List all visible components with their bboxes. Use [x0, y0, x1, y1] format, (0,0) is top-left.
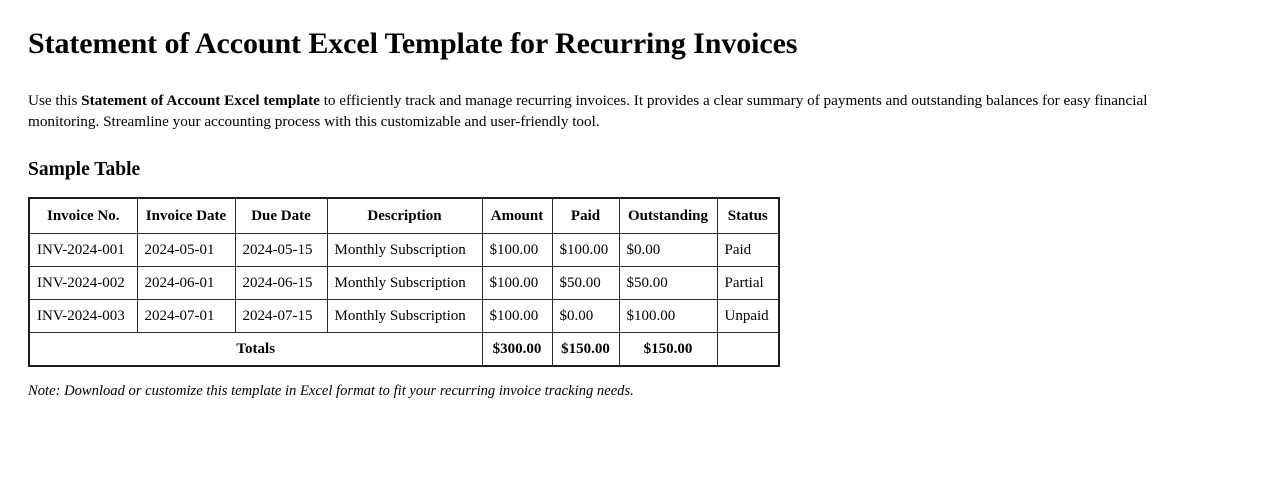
cell-due-date: 2024-05-15 [235, 234, 327, 267]
cell-totals-paid: $150.00 [552, 333, 619, 367]
cell-paid: $100.00 [552, 234, 619, 267]
column-header-due-date: Due Date [235, 198, 327, 234]
column-header-paid: Paid [552, 198, 619, 234]
cell-outstanding: $50.00 [619, 267, 717, 300]
cell-invoice-no: INV-2024-002 [29, 267, 137, 300]
cell-amount: $100.00 [482, 267, 552, 300]
table-row [29, 300, 779, 333]
cell-totals-outstanding: $150.00 [619, 333, 717, 367]
footer-note: Note: Download or customize this template in Excel format to fit your recurring invoice tracking needs. [28, 383, 634, 400]
section-title: Sample Table [28, 158, 141, 180]
cell-invoice-date: 2024-05-01 [137, 234, 235, 267]
column-header-invoice-date: Invoice Date [137, 198, 235, 234]
cell-totals-label: Totals [29, 333, 482, 367]
cell-outstanding: $0.00 [619, 234, 717, 267]
column-header-description: Description [327, 198, 482, 234]
intro-paragraph [28, 91, 1213, 131]
intro-text-after: to efficiently track and manage recurring invoices. It provides a clear summary of payments and outstanding balances for easy financial monitoring. Streamline your accounting process with this customizable and user-friendly tool. [28, 92, 1148, 130]
cell-invoice-date: 2024-07-01 [137, 300, 235, 333]
table-totals-row [29, 333, 779, 367]
cell-amount: $100.00 [482, 234, 552, 267]
cell-description: Monthly Subscription [327, 267, 482, 300]
intro-text-before: Use this [28, 92, 82, 110]
column-header-amount: Amount [482, 198, 552, 234]
cell-due-date: 2024-07-15 [235, 300, 327, 333]
cell-invoice-no: INV-2024-003 [29, 300, 137, 333]
column-header-status: Status [717, 198, 779, 234]
table-row [29, 267, 779, 300]
cell-description: Monthly Subscription [327, 300, 482, 333]
cell-due-date: 2024-06-15 [235, 267, 327, 300]
cell-totals-amount: $300.00 [482, 333, 552, 367]
cell-paid: $50.00 [552, 267, 619, 300]
cell-status: Partial [717, 267, 779, 300]
cell-paid: $0.00 [552, 300, 619, 333]
column-header-outstanding: Outstanding [619, 198, 717, 234]
cell-invoice-date: 2024-06-01 [137, 267, 235, 300]
cell-status: Unpaid [717, 300, 779, 333]
cell-invoice-no: INV-2024-001 [29, 234, 137, 267]
cell-status: Paid [717, 234, 779, 267]
cell-totals-status [717, 333, 779, 367]
intro-text-bold: Statement of Account Excel template [81, 92, 320, 110]
cell-amount: $100.00 [482, 300, 552, 333]
table-header-row [29, 198, 779, 234]
table-row [29, 234, 779, 267]
page-title: Statement of Account Excel Template for Recurring Invoices [28, 27, 798, 60]
sample-table [28, 197, 780, 367]
cell-description: Monthly Subscription [327, 234, 482, 267]
column-header-invoice-no: Invoice No. [29, 198, 137, 234]
cell-outstanding: $100.00 [619, 300, 717, 333]
